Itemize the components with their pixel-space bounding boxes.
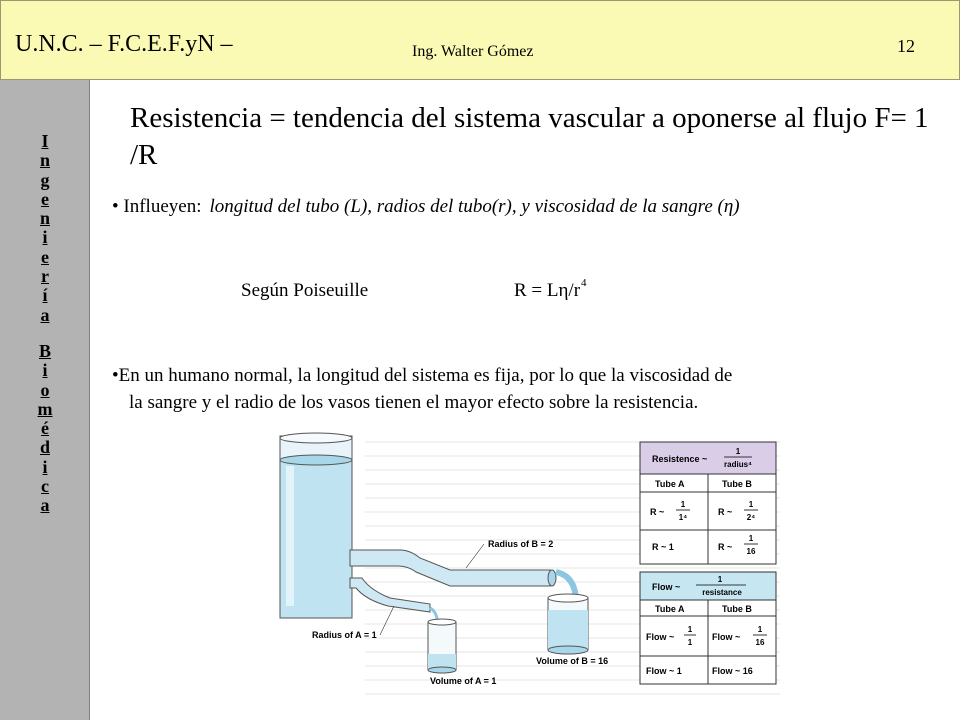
sidebar-letter: e bbox=[41, 188, 49, 209]
flow-header: Flow ~ bbox=[652, 582, 681, 592]
bullet-dot: • bbox=[112, 365, 119, 386]
sidebar-letter: a bbox=[40, 495, 50, 516]
res-b-den2: 16 bbox=[746, 547, 756, 556]
res-a-num: 1 bbox=[680, 500, 686, 509]
header-author: Ing. Walter Gómez bbox=[412, 43, 534, 60]
sidebar-letter: c bbox=[41, 476, 49, 497]
flow-a-den: 1 bbox=[687, 638, 693, 647]
bullet-human-line1: En un humano normal, la longitud del sistema es fija, por lo que la viscosidad de bbox=[118, 365, 733, 386]
page-number: 12 bbox=[897, 36, 915, 56]
sidebar-letter: B bbox=[38, 340, 51, 361]
poiseuille-formula bbox=[514, 277, 587, 302]
res-b-num: 1 bbox=[748, 500, 754, 509]
sidebar-letter: n bbox=[39, 208, 50, 229]
sidebar-letter: m bbox=[37, 398, 53, 419]
res-a-den: 1⁴ bbox=[678, 513, 688, 522]
sidebar-letter: i bbox=[42, 456, 48, 477]
resistance-num: 1 bbox=[735, 447, 741, 456]
flow-header-num: 1 bbox=[717, 575, 723, 584]
flow-b-num: 1 bbox=[757, 625, 763, 634]
sidebar-gap bbox=[0, 325, 90, 342]
sidebar-letter: d bbox=[39, 437, 50, 458]
flow-a-result: Flow ~ 1 bbox=[646, 666, 682, 676]
label-volume-a: Volume of A = 1 bbox=[430, 676, 497, 686]
flow-tube-a: Tube A bbox=[655, 604, 685, 614]
sidebar-letter: n bbox=[39, 150, 50, 171]
sidebar-letter: o bbox=[40, 379, 50, 400]
header-institution: U.N.C. – F.C.E.F.yN – bbox=[15, 31, 233, 57]
resistance-table bbox=[640, 442, 776, 564]
res-tube-a: Tube A bbox=[655, 479, 685, 489]
res-b-prefix2: R ~ bbox=[718, 542, 733, 552]
bullet-factors bbox=[112, 196, 740, 218]
sidebar-letter: a bbox=[40, 304, 50, 325]
bullet-dot: • bbox=[112, 196, 124, 217]
flow-b-den: 16 bbox=[755, 638, 765, 647]
sidebar-letter: i bbox=[42, 360, 48, 381]
res-b-num2: 1 bbox=[748, 534, 754, 543]
sidebar-letter: e bbox=[41, 246, 49, 267]
sidebar bbox=[0, 80, 90, 720]
formula-body: R = Lη/r bbox=[514, 280, 581, 301]
resistance-header: Resistence ~ bbox=[652, 454, 708, 464]
beaker-a bbox=[428, 619, 456, 673]
res-a-result: R ~ 1 bbox=[652, 542, 674, 552]
flow-header-den: resistance bbox=[702, 588, 742, 597]
res-b-den: 2⁴ bbox=[746, 513, 756, 522]
sidebar-letter: í bbox=[42, 285, 48, 306]
bullet-lead: Influeyen: bbox=[123, 196, 202, 217]
slide-title: Resistencia = tendencia del sistema vascular a oponerse al flujo F= 1 /R bbox=[130, 102, 929, 171]
sidebar-letter: g bbox=[40, 169, 50, 190]
label-radius-b: Radius of B = 2 bbox=[488, 539, 554, 549]
beaker-b bbox=[548, 594, 588, 654]
resistance-den: radius⁴ bbox=[724, 460, 752, 469]
formula-exponent: 4 bbox=[581, 277, 587, 289]
res-tube-b: Tube B bbox=[722, 479, 752, 489]
poiseuille-label: Según Poiseuille bbox=[241, 280, 369, 301]
bullet-factors-text: longitud del tubo (L), radios del tubo(r), y viscosidad de la sangre (η) bbox=[209, 196, 740, 217]
flow-a-num: 1 bbox=[687, 625, 693, 634]
tube-b bbox=[350, 550, 576, 600]
flow-table bbox=[640, 572, 776, 684]
sidebar-letter: é bbox=[41, 418, 49, 439]
res-a-prefix: R ~ bbox=[650, 507, 665, 517]
bullet-human bbox=[112, 362, 932, 416]
res-b-prefix: R ~ bbox=[718, 507, 733, 517]
flow-b-result: Flow ~ 16 bbox=[712, 666, 753, 676]
flow-tube-b: Tube B bbox=[722, 604, 752, 614]
label-volume-b: Volume of B = 16 bbox=[536, 656, 609, 666]
bullet-human-line2: la sangre y el radio de los vasos tienen el mayor efecto sobre la resistencia. bbox=[129, 392, 699, 413]
sidebar-letter: I bbox=[41, 131, 49, 151]
slide-header bbox=[0, 0, 960, 80]
label-radius-a: Radius of A = 1 bbox=[312, 630, 377, 640]
reservoir bbox=[280, 433, 352, 618]
sidebar-vertical-title bbox=[0, 132, 90, 516]
sidebar-letter: r bbox=[41, 266, 49, 287]
poiseuille-figure bbox=[270, 430, 780, 698]
sidebar-letter: i bbox=[42, 227, 48, 248]
tube-a bbox=[350, 578, 438, 628]
flow-b-prefix: Flow ~ bbox=[712, 632, 741, 642]
flow-a-prefix: Flow ~ bbox=[646, 632, 675, 642]
